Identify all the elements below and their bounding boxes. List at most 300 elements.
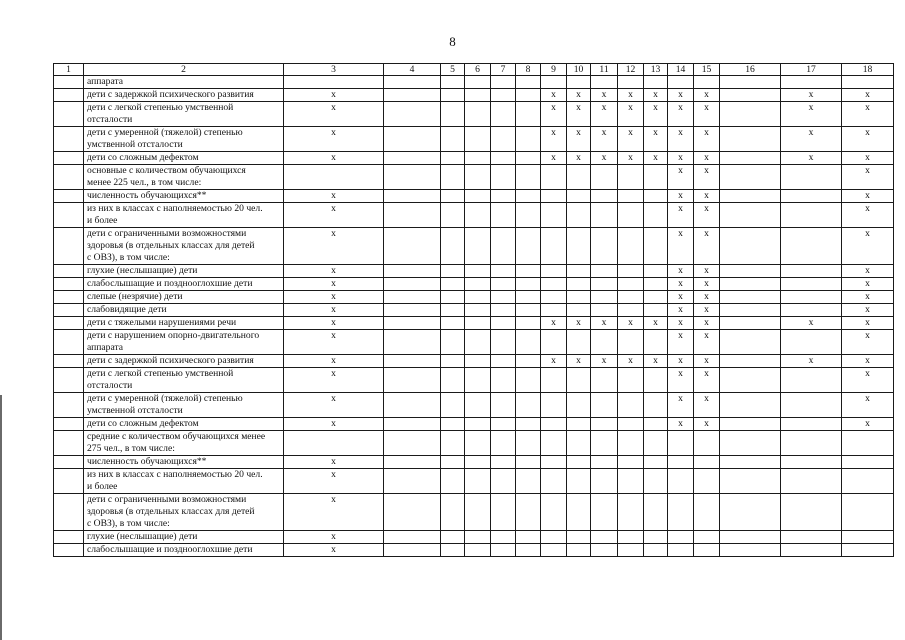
mark-cell: x (591, 89, 618, 102)
row-label-line: аппарата (87, 342, 124, 353)
empty-cell (618, 531, 644, 544)
empty-cell (541, 304, 567, 317)
empty-cell (384, 355, 441, 368)
row-label-line: слабослышащие и позднооглохшие дети (87, 278, 253, 289)
empty-cell (441, 418, 465, 431)
column-header: 18 (842, 64, 894, 76)
empty-cell (541, 418, 567, 431)
empty-cell (567, 190, 591, 203)
row-label-line: слабовидящие дети (87, 304, 167, 315)
empty-cell (591, 76, 618, 89)
table-row (54, 265, 894, 278)
empty-cell (591, 165, 618, 190)
mark-cell: x (694, 330, 720, 355)
empty-cell (441, 330, 465, 355)
row-label-line: численность обучающихся** (87, 190, 207, 201)
empty-cell (591, 304, 618, 317)
empty-cell (516, 456, 541, 469)
empty-cell (441, 291, 465, 304)
empty-cell (720, 456, 781, 469)
empty-cell (644, 544, 668, 557)
row-label (84, 152, 284, 165)
row-label (84, 317, 284, 330)
empty-cell (54, 393, 84, 418)
empty-cell (644, 368, 668, 393)
column-header: 7 (491, 64, 516, 76)
empty-cell (465, 393, 491, 418)
mark-cell: x (694, 228, 720, 265)
mark-cell: x (284, 152, 384, 165)
empty-cell (720, 317, 781, 330)
mark-cell: x (284, 278, 384, 291)
empty-cell (516, 190, 541, 203)
empty-cell (567, 368, 591, 393)
mark-cell: x (668, 278, 694, 291)
mark-cell: x (618, 102, 644, 127)
empty-cell (618, 203, 644, 228)
row-label (84, 278, 284, 291)
empty-cell (516, 393, 541, 418)
empty-cell (384, 76, 441, 89)
empty-cell (441, 228, 465, 265)
empty-cell (720, 418, 781, 431)
empty-cell (384, 368, 441, 393)
mark-cell: x (541, 89, 567, 102)
empty-cell (567, 544, 591, 557)
empty-cell (720, 531, 781, 544)
empty-cell (842, 76, 894, 89)
empty-cell (465, 330, 491, 355)
empty-cell (441, 203, 465, 228)
mark-cell: x (618, 317, 644, 330)
column-header: 4 (384, 64, 441, 76)
empty-cell (384, 418, 441, 431)
row-label-line: дети с нарушением опорно-двигательного (87, 330, 260, 341)
empty-cell (618, 76, 644, 89)
empty-cell (591, 368, 618, 393)
empty-cell (54, 228, 84, 265)
empty-cell (644, 494, 668, 531)
mark-cell: x (567, 89, 591, 102)
empty-cell (720, 203, 781, 228)
empty-cell (441, 355, 465, 368)
table-row (54, 544, 894, 557)
empty-cell (720, 278, 781, 291)
mark-cell: x (842, 330, 894, 355)
mark-cell: x (694, 418, 720, 431)
empty-cell (541, 203, 567, 228)
empty-cell (54, 165, 84, 190)
empty-cell (668, 456, 694, 469)
mark-cell: x (618, 355, 644, 368)
mark-cell: x (284, 265, 384, 278)
row-label (84, 368, 284, 393)
mark-cell: x (541, 355, 567, 368)
empty-cell (465, 152, 491, 165)
mark-cell: x (842, 89, 894, 102)
mark-cell: x (694, 165, 720, 190)
empty-cell (491, 494, 516, 531)
empty-cell (567, 531, 591, 544)
row-label-line: средние с количеством обучающихся менее (87, 431, 266, 442)
row-label-line: из них в классах с наполняемостью 20 чел. (87, 203, 263, 214)
mark-cell: x (284, 456, 384, 469)
mark-cell: x (668, 127, 694, 152)
row-label-line: умственной отсталости (87, 405, 183, 416)
empty-cell (516, 531, 541, 544)
empty-cell (781, 531, 842, 544)
empty-cell (720, 393, 781, 418)
empty-cell (441, 431, 465, 456)
mark-cell: x (567, 317, 591, 330)
row-label-line: глухие (неслышащие) дети (87, 531, 198, 542)
empty-cell (54, 418, 84, 431)
empty-cell (668, 469, 694, 494)
mark-cell: x (842, 355, 894, 368)
empty-cell (465, 368, 491, 393)
empty-cell (781, 278, 842, 291)
empty-cell (384, 469, 441, 494)
empty-cell (618, 494, 644, 531)
mark-cell: x (284, 330, 384, 355)
empty-cell (781, 203, 842, 228)
empty-cell (516, 102, 541, 127)
empty-cell (541, 76, 567, 89)
empty-cell (441, 456, 465, 469)
empty-cell (516, 127, 541, 152)
mark-cell: x (567, 102, 591, 127)
row-label-line: и более (87, 215, 118, 226)
empty-cell (541, 265, 567, 278)
empty-cell (781, 291, 842, 304)
empty-cell (591, 330, 618, 355)
row-label (84, 203, 284, 228)
column-header: 5 (441, 64, 465, 76)
empty-cell (491, 469, 516, 494)
mark-cell: x (694, 190, 720, 203)
column-header: 9 (541, 64, 567, 76)
empty-cell (441, 368, 465, 393)
row-label-line: 275 чел., в том числе: (87, 443, 175, 454)
empty-cell (720, 291, 781, 304)
mark-cell: x (284, 89, 384, 102)
empty-cell (591, 291, 618, 304)
mark-cell: x (694, 127, 720, 152)
empty-cell (384, 304, 441, 317)
row-label (84, 89, 284, 102)
empty-cell (516, 330, 541, 355)
empty-cell (516, 494, 541, 531)
mark-cell: x (668, 317, 694, 330)
empty-cell (781, 265, 842, 278)
empty-cell (781, 544, 842, 557)
mark-cell: x (842, 393, 894, 418)
empty-cell (567, 469, 591, 494)
empty-cell (618, 190, 644, 203)
empty-cell (567, 494, 591, 531)
empty-cell (694, 531, 720, 544)
mark-cell: x (541, 317, 567, 330)
mark-cell: x (842, 102, 894, 127)
empty-cell (384, 494, 441, 531)
empty-cell (591, 544, 618, 557)
empty-cell (720, 102, 781, 127)
mark-cell: x (284, 190, 384, 203)
row-label (84, 127, 284, 152)
row-label (84, 494, 284, 531)
empty-cell (720, 152, 781, 165)
table-row (54, 76, 894, 89)
table-row (54, 330, 894, 355)
empty-cell (567, 431, 591, 456)
table-row (54, 317, 894, 330)
mark-cell: x (284, 531, 384, 544)
empty-cell (384, 531, 441, 544)
row-label (84, 228, 284, 265)
empty-cell (441, 544, 465, 557)
empty-cell (842, 469, 894, 494)
empty-cell (441, 278, 465, 291)
table-row (54, 456, 894, 469)
empty-cell (644, 76, 668, 89)
mark-cell: x (842, 190, 894, 203)
empty-cell (441, 317, 465, 330)
mark-cell: x (618, 127, 644, 152)
row-label (84, 190, 284, 203)
empty-cell (541, 393, 567, 418)
empty-cell (54, 355, 84, 368)
empty-cell (491, 317, 516, 330)
empty-cell (465, 544, 491, 557)
empty-cell (541, 544, 567, 557)
column-header: 15 (694, 64, 720, 76)
mark-cell: x (284, 418, 384, 431)
empty-cell (567, 228, 591, 265)
empty-cell (54, 190, 84, 203)
empty-cell (694, 544, 720, 557)
mark-cell: x (694, 89, 720, 102)
table-row (54, 102, 894, 127)
empty-cell (541, 228, 567, 265)
table-row (54, 203, 894, 228)
mark-cell: x (694, 152, 720, 165)
mark-cell: x (842, 203, 894, 228)
empty-cell (618, 228, 644, 265)
empty-cell (541, 330, 567, 355)
empty-cell (516, 89, 541, 102)
empty-cell (618, 265, 644, 278)
empty-cell (491, 190, 516, 203)
column-header: 11 (591, 64, 618, 76)
empty-cell (54, 203, 84, 228)
empty-cell (384, 265, 441, 278)
row-label-line: численность обучающихся** (87, 456, 207, 467)
row-label-line: дети с задержкой психического развития (87, 355, 254, 366)
empty-cell (441, 531, 465, 544)
empty-cell (516, 291, 541, 304)
empty-cell (491, 368, 516, 393)
empty-cell (516, 165, 541, 190)
table-row (54, 228, 894, 265)
empty-cell (591, 265, 618, 278)
empty-cell (842, 431, 894, 456)
empty-cell (284, 431, 384, 456)
empty-cell (618, 304, 644, 317)
row-label (84, 330, 284, 355)
row-label (84, 431, 284, 456)
empty-cell (644, 304, 668, 317)
mark-cell: x (694, 278, 720, 291)
empty-cell (441, 127, 465, 152)
empty-cell (644, 165, 668, 190)
empty-cell (781, 76, 842, 89)
empty-cell (384, 102, 441, 127)
empty-cell (465, 203, 491, 228)
column-header: 1 (54, 64, 84, 76)
empty-cell (644, 431, 668, 456)
empty-cell (541, 431, 567, 456)
empty-cell (516, 355, 541, 368)
row-label (84, 265, 284, 278)
empty-cell (618, 165, 644, 190)
empty-cell (54, 278, 84, 291)
row-label (84, 102, 284, 127)
empty-cell (668, 494, 694, 531)
row-label-line: с ОВЗ), в том числе: (87, 518, 170, 529)
row-label (84, 531, 284, 544)
empty-cell (491, 76, 516, 89)
mark-cell: x (668, 265, 694, 278)
empty-cell (284, 165, 384, 190)
empty-cell (567, 203, 591, 228)
table-row (54, 368, 894, 393)
data-table (53, 63, 894, 557)
empty-cell (441, 494, 465, 531)
empty-cell (567, 278, 591, 291)
empty-cell (384, 456, 441, 469)
empty-cell (516, 304, 541, 317)
mark-cell: x (567, 152, 591, 165)
mark-cell: x (284, 355, 384, 368)
row-label-line: здоровья (в отдельных классах для детей (87, 240, 255, 251)
mark-cell: x (668, 291, 694, 304)
empty-cell (842, 494, 894, 531)
empty-cell (54, 76, 84, 89)
empty-cell (465, 278, 491, 291)
empty-cell (441, 393, 465, 418)
empty-cell (720, 330, 781, 355)
empty-cell (644, 393, 668, 418)
empty-cell (541, 278, 567, 291)
empty-cell (491, 291, 516, 304)
empty-cell (516, 228, 541, 265)
mark-cell: x (284, 304, 384, 317)
empty-cell (644, 291, 668, 304)
column-header: 16 (720, 64, 781, 76)
empty-cell (465, 531, 491, 544)
empty-cell (720, 89, 781, 102)
empty-cell (516, 203, 541, 228)
table-row (54, 127, 894, 152)
table-row (54, 304, 894, 317)
empty-cell (842, 531, 894, 544)
empty-cell (720, 355, 781, 368)
row-label (84, 456, 284, 469)
mark-cell: x (567, 127, 591, 152)
empty-cell (567, 304, 591, 317)
row-label-line: отсталости (87, 380, 133, 391)
empty-cell (441, 469, 465, 494)
empty-cell (491, 544, 516, 557)
empty-cell (384, 544, 441, 557)
empty-cell (384, 228, 441, 265)
mark-cell: x (541, 127, 567, 152)
empty-cell (465, 431, 491, 456)
empty-cell (465, 317, 491, 330)
empty-cell (384, 291, 441, 304)
row-label (84, 76, 284, 89)
empty-cell (567, 165, 591, 190)
table-row (54, 393, 894, 418)
row-label (84, 304, 284, 317)
mark-cell: x (284, 102, 384, 127)
empty-cell (491, 355, 516, 368)
mark-cell: x (284, 469, 384, 494)
row-label-line: с ОВЗ), в том числе: (87, 252, 170, 263)
empty-cell (54, 291, 84, 304)
mark-cell: x (668, 393, 694, 418)
mark-cell: x (284, 494, 384, 531)
table-row (54, 418, 894, 431)
mark-cell: x (694, 393, 720, 418)
mark-cell: x (781, 127, 842, 152)
empty-cell (491, 456, 516, 469)
empty-cell (54, 317, 84, 330)
empty-cell (465, 469, 491, 494)
mark-cell: x (591, 152, 618, 165)
row-label-line: менее 225 чел., в том числе: (87, 177, 202, 188)
empty-cell (54, 127, 84, 152)
empty-cell (491, 165, 516, 190)
table-row (54, 494, 894, 531)
empty-cell (465, 456, 491, 469)
mark-cell: x (842, 127, 894, 152)
empty-cell (384, 127, 441, 152)
empty-cell (591, 190, 618, 203)
mark-cell: x (694, 291, 720, 304)
mark-cell: x (567, 355, 591, 368)
empty-cell (781, 330, 842, 355)
mark-cell: x (591, 102, 618, 127)
empty-cell (54, 152, 84, 165)
empty-cell (591, 456, 618, 469)
mark-cell: x (668, 228, 694, 265)
empty-cell (54, 456, 84, 469)
row-label-line: и более (87, 481, 118, 492)
empty-cell (618, 291, 644, 304)
empty-cell (618, 418, 644, 431)
empty-cell (644, 203, 668, 228)
mark-cell: x (591, 127, 618, 152)
table-row (54, 152, 894, 165)
empty-cell (781, 456, 842, 469)
mark-cell: x (694, 355, 720, 368)
empty-cell (567, 291, 591, 304)
empty-cell (491, 330, 516, 355)
empty-cell (541, 368, 567, 393)
empty-cell (567, 393, 591, 418)
page-number: 8 (449, 34, 456, 49)
